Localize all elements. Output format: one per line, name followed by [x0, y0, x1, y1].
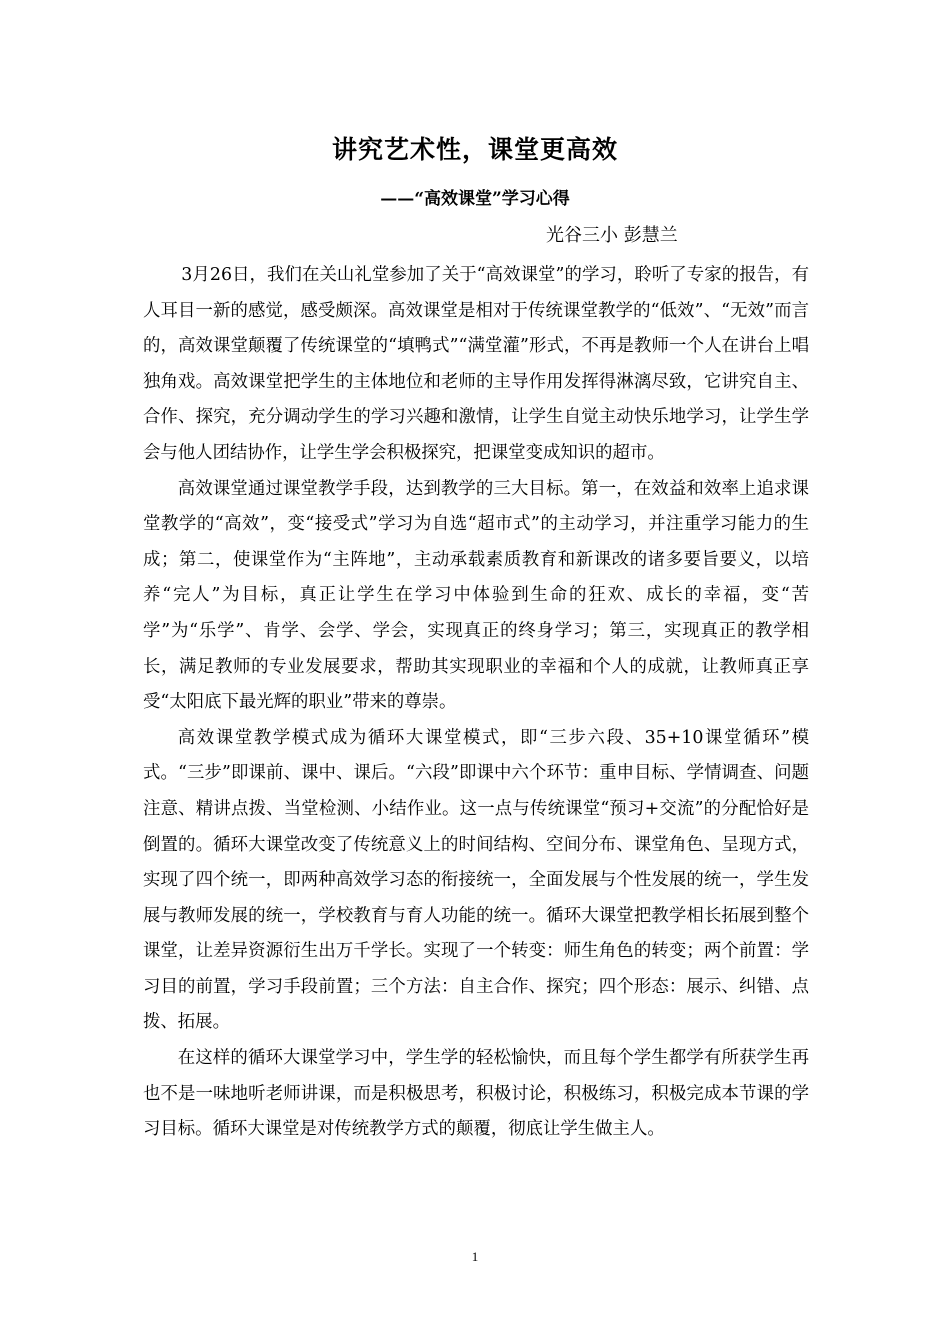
paragraph-2: 高效课堂通过课堂教学手段，达到教学的三大目标。第一，在效益和效率上追求课堂教学的“高效”，变“接受式”学习为自选“超市式”的主动学习，并注重学习能力的生成；第二，使课堂作为“主阵地”，主动承载素质教育和新课改的诸多要旨要义，以培养“完人”为目标，真正让学生在学习中体验到生命的狂欢、成长的幸福，变“苦学”为“乐学”、肯学、会学、学会，实现真正的终身学习；第三，实现真正的教学相长，满足教师的专业发展要求，帮助其实现职业的幸福和个人的成就，让教师真正享受“太阳底下最光辉的职业”带来的尊崇。	[143, 478, 809, 713]
document-title: 讲究艺术性，课堂更高效	[331, 135, 618, 164]
paragraph-4: 在这样的循环大课堂学习中，学生学的轻松愉快，而且每个学生都学有所获学生再也不是一味地听老师讲课，而是积极思考，积极讨论，积极练习，积极完成本节课的学习目标。循环大课堂是对传统教学方式的颠覆，彻底让学生做主人。	[143, 1048, 809, 1140]
document-subtitle: ——“高效课堂”学习心得	[380, 189, 570, 209]
document-body	[143, 258, 809, 1148]
author-line: 光谷三小 彭慧兰	[546, 225, 678, 246]
paragraph-1: 3月26日，我们在关山礼堂参加了关于“高效课堂”的学习，聆听了专家的报告，有人耳目一新的感觉，感受颇深。高效课堂是相对于传统课堂教学的“低效”、“无效”而言的，高效课堂颠覆了传统课堂的“填鸭式”“满堂灌”形式，不再是教师一个人在讲台上唱独角戏。高效课堂把学生的主体地位和老师的主导作用发挥得淋漓尽致，它讲究自主、合作、探究，充分调动学生的学习兴趣和激情，让学生自觉主动快乐地学习，让学生学会与他人团结协作，让学生学会积极探究，把课堂变成知识的超市。	[143, 265, 809, 463]
page-number: 1	[471, 1249, 479, 1264]
paragraph-3: 高效课堂教学模式成为循环大课堂模式，即“三步六段、35+10课堂循环”模式。“三步”即课前、课中、课后。“六段”即课中六个环节：重申目标、学情调查、问题注意、精讲点拨、当堂检测、小结作业。这一点与传统课堂“预习+交流”的分配恰好是倒置的。循环大课堂改变了传统意义上的时间结构、空间分布、课堂角色、呈现方式，实现了四个统一，即两种高效学习态的衔接统一，全面发展与个性发展的统一，学生发展与教师发展的统一，学校教育与育人功能的统一。循环大课堂把教学相长拓展到整个课堂，让差异资源衍生出万千学长。实现了一个转变：师生角色的转变；两个前置：学习目的前置，学习手段前置；三个方法：自主合作、探究；四个形态：展示、纠错、点拨、拓展。	[143, 727, 809, 1033]
